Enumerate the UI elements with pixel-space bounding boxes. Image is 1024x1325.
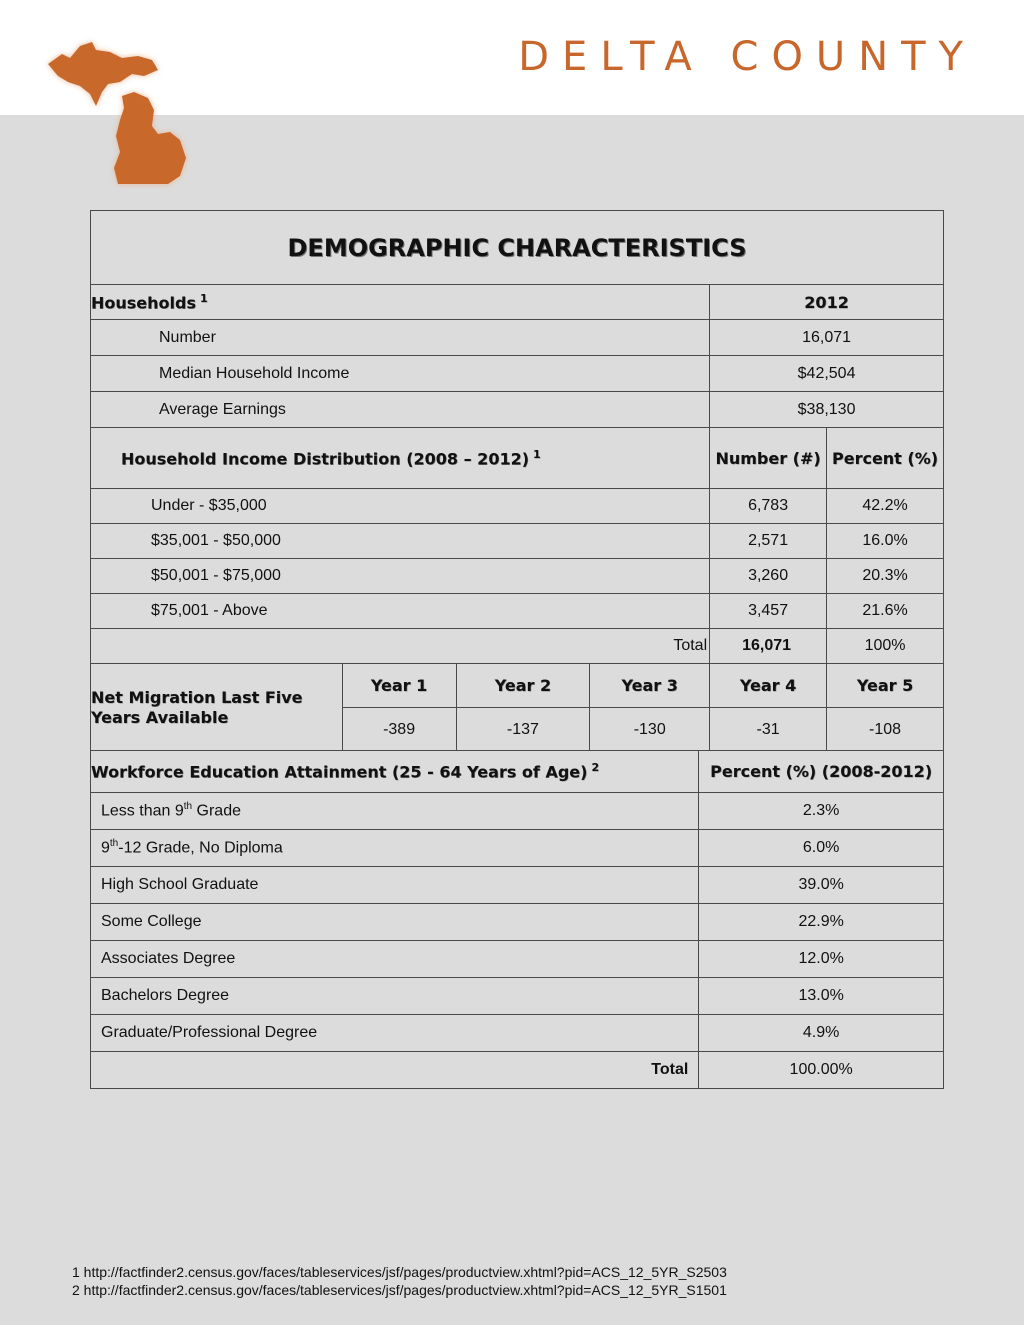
households-header: Households $^1$ [91,285,710,320]
migration-header: Net Migration Last Five Years Available [91,664,343,752]
income-band-number: 2,571 [710,524,827,559]
table-title: DEMOGRAPHIC CHARACTERISTICS [91,211,944,285]
median-income-value: $42,504 [710,356,944,392]
table-row [91,978,944,1015]
table-row [91,356,944,392]
county-title: DELTA COUNTY [518,34,976,80]
households-number-value: 16,071 [710,320,944,356]
table-row [91,594,944,629]
education-level-label: Some College [91,904,699,941]
education-level-value: 6.0% [699,830,944,867]
income-total-number: 16,071 [710,629,827,664]
income-band-label: $75,001 - Above [91,594,710,629]
education-table [90,750,944,1089]
footnote-2: 2 http://factfinder2.census.gov/faces/tableservices/jsf/pages/productview.xhtml?pid=ACS_12_5YR_S1501 [72,1282,727,1298]
income-total-row [91,629,944,664]
income-band-percent: 16.0% [827,524,944,559]
education-level-value: 4.9% [699,1015,944,1052]
migration-year-4: Year 4 [710,664,827,708]
footnote-1: 1 http://factfinder2.census.gov/faces/tableservices/jsf/pages/productview.xhtml?pid=ACS_12_5YR_S2503 [72,1264,727,1280]
income-band-number: 3,260 [710,559,827,594]
table-row [91,489,944,524]
education-level-value: 39.0% [699,867,944,904]
income-band-label: Under - $35,000 [91,489,710,524]
migration-value-4: -31 [710,708,827,752]
households-year: 2012 [710,285,944,320]
average-earnings-label: Average Earnings [91,392,710,428]
education-level-label: Associates Degree [91,941,699,978]
education-level-label: Less than 9th Grade [91,793,699,830]
table-row [91,793,944,830]
table-row [91,941,944,978]
migration-value-3: -130 [590,708,710,752]
education-level-label: Bachelors Degree [91,978,699,1015]
table-row [91,524,944,559]
education-header: Workforce Education Attainment (25 - 64 Years of Age) $^2$ [91,751,699,793]
income-band-percent: 42.2% [827,489,944,524]
income-band-label: $50,001 - $75,000 [91,559,710,594]
education-total-label: Total [91,1052,699,1089]
migration-year-5: Year 5 [827,664,944,708]
households-number-label: Number [91,320,710,356]
table-row [91,867,944,904]
migration-value-5: -108 [827,708,944,752]
income-total-percent: 100% [827,629,944,664]
education-total-row [91,1052,944,1089]
migration-year-1: Year 1 [342,664,456,708]
table-row [91,904,944,941]
table-row [91,830,944,867]
education-level-label: 9th-12 Grade, No Diploma [91,830,699,867]
footnotes [72,1263,727,1299]
table-row [91,559,944,594]
education-level-value: 12.0% [699,941,944,978]
education-percent-col: Percent (%) (2008-2012) [699,751,944,793]
income-band-label: $35,001 - $50,000 [91,524,710,559]
migration-year-3: Year 3 [590,664,710,708]
table-row [91,392,944,428]
michigan-map-icon [40,36,200,188]
migration-value-2: -137 [456,708,590,752]
education-level-value: 13.0% [699,978,944,1015]
education-total-value: 100.00% [699,1052,944,1089]
income-band-percent: 21.6% [827,594,944,629]
income-dist-header: Household Income Distribution (2008 – 2012) $^1$ [91,428,710,489]
migration-year-2: Year 2 [456,664,590,708]
education-level-label: Graduate/Professional Degree [91,1015,699,1052]
income-number-col: Number (#) [710,428,827,489]
table-row [91,1015,944,1052]
education-level-label: High School Graduate [91,867,699,904]
income-band-number: 6,783 [710,489,827,524]
migration-value-1: -389 [342,708,456,752]
income-band-percent: 20.3% [827,559,944,594]
education-level-value: 22.9% [699,904,944,941]
table-row [91,320,944,356]
median-income-label: Median Household Income [91,356,710,392]
education-level-value: 2.3% [699,793,944,830]
income-band-number: 3,457 [710,594,827,629]
demographics-table [90,210,944,752]
income-percent-col: Percent (%) [827,428,944,489]
income-total-label: Total [91,629,710,664]
average-earnings-value: $38,130 [710,392,944,428]
